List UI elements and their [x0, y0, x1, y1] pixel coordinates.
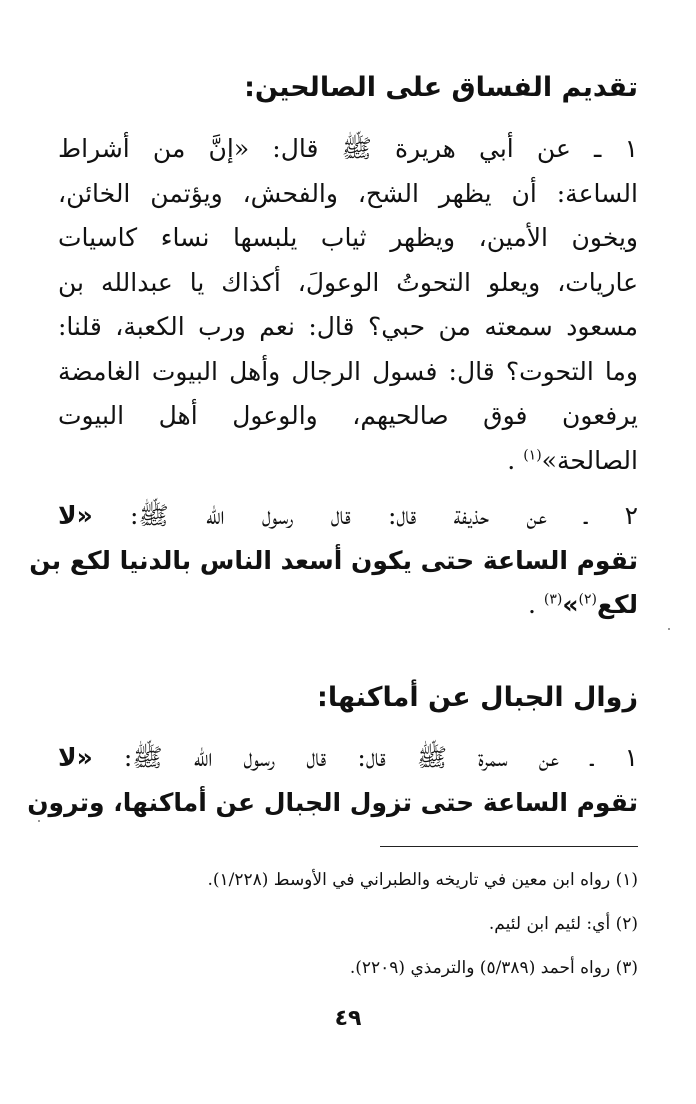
hadith-intro: ٢ ـ عن حذيفة قال: قال رسول الله ﷺ:	[92, 501, 638, 530]
paragraph-line: عاريات، ويعلو التحوتُ الوعولَ، أكذاك يا عبدالله بن	[58, 267, 638, 297]
footnote-ref: (١)	[523, 447, 542, 464]
sentence-end: .	[507, 445, 516, 475]
footnote-ref: (٣)	[543, 591, 563, 608]
paragraph-line: ويخون الأمين، ويظهر ثياب يلبسها نساء كاسيات	[58, 223, 638, 252]
paragraph-line-text: لكع	[596, 590, 638, 619]
footnotes	[58, 858, 638, 990]
page-number: ٤٩	[334, 1006, 362, 1031]
paragraph-line: الساعة: أن يظهر الشح، والفحش، ويؤتمن الخائن،	[58, 178, 638, 208]
scan-speck	[668, 628, 670, 630]
quote-start: «لا	[58, 501, 93, 530]
paragraph-line: مسعود سمعته من حبي؟ قال: نعم ورب الكعبة، قلنا:	[58, 312, 638, 341]
closing-quote: »	[562, 590, 579, 619]
paragraph-line: يرفعون فوق صالحيهم، والوعول أهل البيوت	[58, 401, 638, 430]
sentence-end: .	[527, 590, 536, 619]
footnote-item: (٣) رواه أحمد (٥/٣٨٩) والترمذي (٢٢٠٩).	[349, 958, 638, 978]
scan-speck	[38, 820, 40, 822]
section-heading-1: تقديم الفساق على الصالحين:	[244, 72, 638, 103]
section-heading-2: زوال الجبال عن أماكنها:	[317, 682, 638, 713]
paragraph-line	[58, 439, 638, 484]
hadith-intro: ١ ـ عن سمرة ﷺ قال: قال رسول الله ﷺ:	[92, 743, 638, 772]
hadith-paragraph-3	[27, 736, 638, 825]
paragraph-line: تقوم الساعة حتى يكون أسعد الناس بالدنيا لكع بن	[29, 545, 638, 575]
footnote-ref: (٢)	[578, 591, 597, 608]
paragraph-line-text: الصالحة»	[541, 445, 638, 475]
hadith-paragraph-1	[58, 127, 638, 483]
footnote-item: (٢) أي: لئيم ابن لئيم.	[488, 914, 638, 934]
hadith-paragraph-2	[29, 494, 638, 628]
paragraph-line: تقوم الساعة حتى تزول الجبال عن أماكنها، وترون	[27, 787, 638, 817]
footnote-item: (١) رواه ابن معين في تاريخه والطبراني في الأوسط (١/٢٢٨).	[207, 870, 638, 890]
footnote-separator	[380, 846, 638, 847]
paragraph-line: ١ ـ عن أبي هريرة ﷺ قال: «إنَّ من أشراط	[58, 134, 638, 163]
paragraph-line: وما التحوت؟ قال: فسول الرجال وأهل البيوت الغامضة	[58, 356, 638, 386]
paragraph-line	[58, 736, 638, 781]
paragraph-line	[58, 494, 638, 539]
paragraph-line	[58, 583, 638, 628]
quote-start: «لا	[58, 743, 93, 772]
